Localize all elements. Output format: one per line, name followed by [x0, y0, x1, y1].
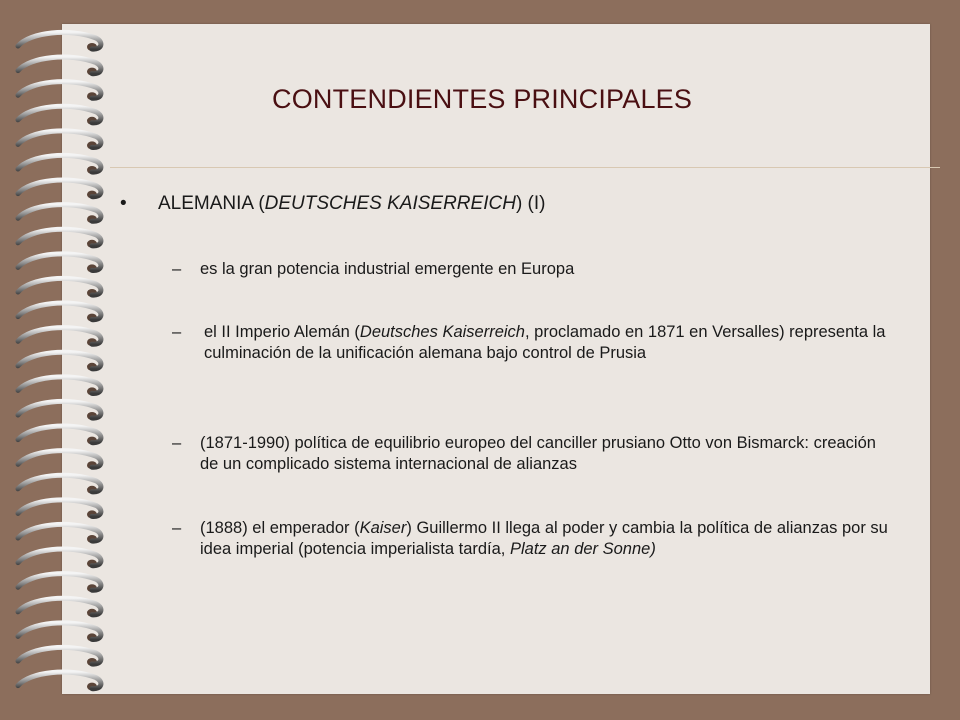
- bullet-text-suffix: ) (I): [515, 193, 546, 214]
- sub-item-guillermo: [172, 518, 892, 560]
- main-bullet: [120, 193, 900, 215]
- bullet-icon: •: [120, 193, 127, 214]
- spiral-binding: [0, 0, 130, 720]
- bullet-text-prefix: ALEMANIA (: [158, 193, 265, 214]
- sub-item-emphasis-2: Platz an der Sonne): [509, 540, 656, 558]
- sub-item-bismarck: [172, 433, 892, 475]
- sub-item-text: (1871-1990) política de equilibrio europeo del canciller prusiano Otto von Bismarck: creación de un complicado sistema internacional de alianzas: [200, 434, 876, 473]
- dash-icon: –: [172, 434, 182, 452]
- sub-item-emphasis: Kaiser: [359, 519, 407, 537]
- sub-item-text: (1888) el emperador (: [200, 519, 360, 537]
- dash-icon: –: [172, 323, 182, 341]
- sub-item-imperio: [172, 322, 892, 364]
- sub-item-text-cont: ) Guillermo II llega al poder y cambia la política de alianzas por su idea imperial (potencia imperialista tardía,: [200, 519, 888, 558]
- dash-icon: –: [172, 519, 182, 537]
- slide-title: CONTENDIENTES PRINCIPALES: [272, 84, 693, 114]
- sub-item-text: el II Imperio Alemán (: [204, 323, 360, 341]
- title-divider: [110, 167, 940, 168]
- dash-icon: –: [172, 260, 182, 278]
- sub-item-text: es la gran potencia industrial emergente en Europa: [200, 260, 575, 278]
- bullet-text-emphasis: DEUTSCHES KAISERREICH: [264, 193, 516, 214]
- sub-item-emphasis: Deutsches Kaiserreich: [359, 323, 525, 341]
- sub-item-text-cont: , proclamado en 1871 en Versalles) representa la culminación de la unificación alemana bajo control de Prusia: [204, 323, 886, 362]
- sub-item-industrial: [172, 259, 892, 280]
